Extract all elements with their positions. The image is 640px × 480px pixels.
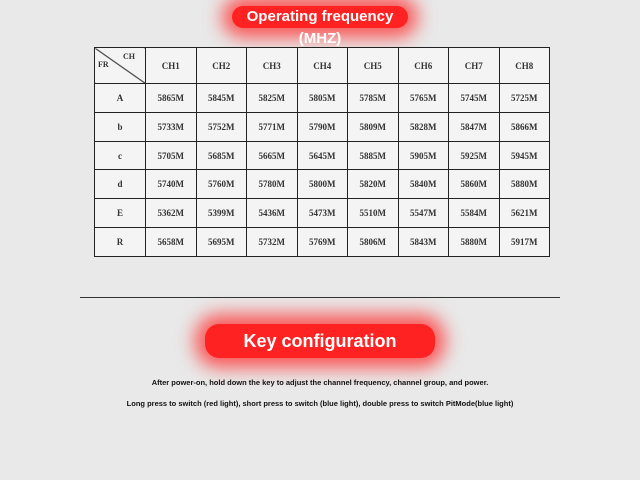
band-label: A bbox=[95, 84, 146, 113]
column-header: CH7 bbox=[449, 48, 500, 84]
divider bbox=[80, 297, 560, 298]
band-label: R bbox=[95, 228, 146, 257]
frequency-cell: 5847M bbox=[449, 112, 500, 141]
frequency-cell: 5732M bbox=[247, 228, 298, 257]
frequency-cell: 5740M bbox=[146, 170, 197, 199]
frequency-cell: 5820M bbox=[348, 170, 399, 199]
column-header: CH3 bbox=[247, 48, 298, 84]
frequency-cell: 5880M bbox=[449, 228, 500, 257]
frequency-cell: 5925M bbox=[449, 141, 500, 170]
frequency-cell: 5769M bbox=[297, 228, 348, 257]
frequency-cell: 5745M bbox=[449, 84, 500, 113]
frequency-cell: 5695M bbox=[196, 228, 247, 257]
column-header: CH6 bbox=[398, 48, 449, 84]
corner-cell bbox=[95, 48, 146, 84]
instruction-line-1: After power-on, hold down the key to adjust the channel frequency, channel group, and power. bbox=[151, 378, 489, 387]
frequency-cell: 5860M bbox=[449, 170, 500, 199]
band-label: E bbox=[95, 199, 146, 228]
frequency-cell: 5785M bbox=[348, 84, 399, 113]
table-row bbox=[95, 170, 550, 199]
column-header: CH5 bbox=[348, 48, 399, 84]
frequency-cell: 5765M bbox=[398, 84, 449, 113]
frequency-cell: 5399M bbox=[196, 199, 247, 228]
frequency-title-banner: Operating frequency (MHZ) bbox=[232, 6, 408, 28]
frequency-cell: 5705M bbox=[146, 141, 197, 170]
column-header: CH1 bbox=[146, 48, 197, 84]
frequency-cell: 5825M bbox=[247, 84, 298, 113]
frequency-cell: 5917M bbox=[499, 228, 550, 257]
frequency-cell: 5510M bbox=[348, 199, 399, 228]
frequency-cell: 5880M bbox=[499, 170, 550, 199]
frequency-cell: 5865M bbox=[146, 84, 197, 113]
corner-fr-label: FR bbox=[98, 60, 109, 69]
frequency-cell: 5806M bbox=[348, 228, 399, 257]
frequency-cell: 5800M bbox=[297, 170, 348, 199]
band-label: c bbox=[95, 141, 146, 170]
column-header: CH4 bbox=[297, 48, 348, 84]
frequency-cell: 5805M bbox=[297, 84, 348, 113]
column-header: CH8 bbox=[499, 48, 550, 84]
frequency-cell: 5547M bbox=[398, 199, 449, 228]
frequency-cell: 5809M bbox=[348, 112, 399, 141]
frequency-cell: 5945M bbox=[499, 141, 550, 170]
frequency-table bbox=[94, 47, 550, 257]
frequency-cell: 5843M bbox=[398, 228, 449, 257]
frequency-cell: 5752M bbox=[196, 112, 247, 141]
frequency-cell: 5840M bbox=[398, 170, 449, 199]
frequency-cell: 5780M bbox=[247, 170, 298, 199]
corner-ch-label: CH bbox=[123, 52, 135, 61]
frequency-cell: 5362M bbox=[146, 199, 197, 228]
frequency-cell: 5845M bbox=[196, 84, 247, 113]
table-row bbox=[95, 112, 550, 141]
frequency-cell: 5905M bbox=[398, 141, 449, 170]
frequency-cell: 5790M bbox=[297, 112, 348, 141]
frequency-cell: 5658M bbox=[146, 228, 197, 257]
band-label: b bbox=[95, 112, 146, 141]
band-label: d bbox=[95, 170, 146, 199]
frequency-cell: 5771M bbox=[247, 112, 298, 141]
frequency-cell: 5760M bbox=[196, 170, 247, 199]
frequency-cell: 5665M bbox=[247, 141, 298, 170]
frequency-cell: 5685M bbox=[196, 141, 247, 170]
frequency-cell: 5473M bbox=[297, 199, 348, 228]
instruction-line-2: Long press to switch (red light), short press to switch (blue light), double press to switch PitMode(blue light) bbox=[126, 399, 514, 408]
frequency-cell: 5828M bbox=[398, 112, 449, 141]
frequency-cell: 5725M bbox=[499, 84, 550, 113]
frequency-cell: 5645M bbox=[297, 141, 348, 170]
frequency-cell: 5885M bbox=[348, 141, 399, 170]
table-row bbox=[95, 228, 550, 257]
frequency-cell: 5436M bbox=[247, 199, 298, 228]
key-config-title-banner: Key configuration bbox=[205, 324, 435, 358]
table-row bbox=[95, 84, 550, 113]
table-row bbox=[95, 141, 550, 170]
frequency-cell: 5733M bbox=[146, 112, 197, 141]
frequency-cell: 5866M bbox=[499, 112, 550, 141]
column-header: CH2 bbox=[196, 48, 247, 84]
frequency-cell: 5584M bbox=[449, 199, 500, 228]
table-row bbox=[95, 199, 550, 228]
frequency-cell: 5621M bbox=[499, 199, 550, 228]
